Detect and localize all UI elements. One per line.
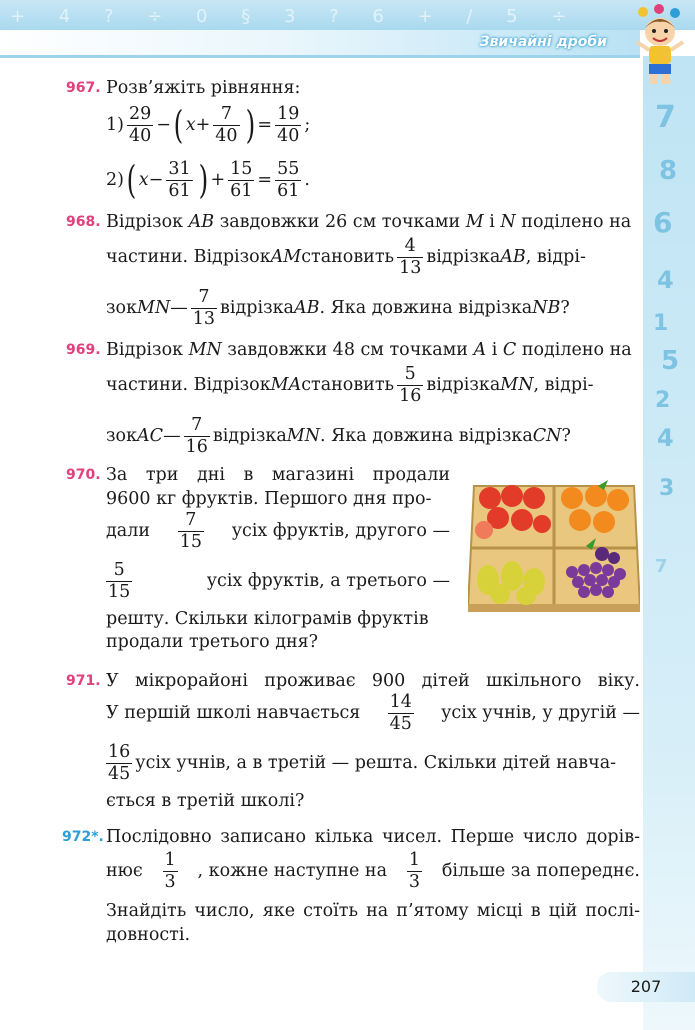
strip-glyph: 8 [659, 156, 678, 186]
problem-969-line-3: зок AC — $\frac{7}{16}$ відрізка MN . Яка довжина відрізка CN ? [106, 414, 571, 457]
problem-969-line-1: Відрізок MN завдовжки 48 см точками A і C поділено на [106, 340, 632, 360]
mascot-boy-illustration [631, 4, 689, 86]
problem-967-title: Розв’яжіть рівняння: [106, 78, 301, 98]
problem-971-line-2: У першій школі навчається $\frac{14}{45}$ усіх учнів, у другій — [106, 691, 640, 734]
problem-number-971: 971. [66, 673, 101, 689]
strip-glyph: 3 [659, 476, 675, 501]
problem-number-969: 969. [66, 342, 101, 358]
denominator: 61 [168, 180, 191, 201]
numerator: 15 [230, 158, 253, 179]
problem-969-line-2: частини. Відрізок MA становить $\frac{5}{16}$ відрізка MN , відрі- [106, 363, 594, 406]
problem-number-968: 968. [66, 214, 101, 230]
header-line [0, 55, 640, 58]
fraction [213, 104, 239, 147]
plus-sign: + [210, 170, 226, 190]
paren-open: ( [173, 103, 184, 147]
paren-close: ) [245, 103, 255, 147]
problem-968-line-2: частини. Відрізок AM становить $\frac{4}{13}$ відрізка AB , відрі- [106, 235, 586, 278]
right-decorative-strip [643, 56, 695, 1030]
fraction [166, 159, 192, 202]
equals-sign: = [257, 115, 273, 135]
minus-sign: − [148, 170, 164, 190]
fraction [275, 159, 301, 202]
fruit-crates-illustration [468, 476, 640, 614]
problem-968-line-1: Відрізок AB завдовжки 26 см точками M і N поділено на [106, 212, 632, 232]
paren-close: ) [198, 158, 208, 202]
eq-label: 2) [106, 170, 124, 190]
fraction: $\frac{4}{13}$ [399, 235, 422, 278]
eq-label: 1) [106, 115, 124, 135]
fraction: $\frac{7}{15}$ [179, 509, 202, 552]
strip-glyph: 7 [655, 556, 668, 577]
problem-970-line-6: продали третього дня? [106, 632, 319, 652]
fraction [228, 159, 254, 202]
numerator: 31 [168, 158, 191, 179]
plus-sign: + [195, 115, 211, 135]
problem-number-970: 970. [66, 467, 101, 483]
fraction: $\frac{16}{45}$ [108, 741, 131, 784]
minus-sign: − [156, 115, 171, 135]
strip-glyph: 2 [655, 388, 671, 413]
problem-number-972: 972*. [62, 829, 104, 845]
problem-972-line-3: Знайдіть число, яке стоїть на п’ятому місці в цій послі- [106, 901, 640, 921]
denominator: 61 [230, 180, 253, 201]
strip-glyph: 4 [657, 266, 674, 294]
fraction: $\frac{5}{15}$ [108, 559, 131, 602]
top-decorative-band [0, 0, 695, 30]
problem-971-line-3: $\frac{16}{45}$ усіх учнів, а в третій — решта. Скільки дітей навча- [108, 741, 617, 784]
problem-972-line-1: Послідовно записано кілька чисел. Перше число дорів- [106, 827, 640, 847]
problem-968-line-3: зок MN — $\frac{7}{13}$ відрізка AB . Яка довжина відрізка NB ? [106, 286, 570, 329]
doodle-pattern: + 4 ? ÷ 0 § 3 ? 6 + / 5 ÷ [10, 6, 581, 27]
denominator: 40 [215, 125, 238, 146]
denominator: 61 [277, 180, 300, 201]
strip-glyph: 1 [653, 311, 669, 336]
variable-x: x [138, 170, 149, 190]
equals-sign: = [257, 170, 273, 190]
fraction [275, 104, 301, 147]
problem-970-line-1: За три дні в магазині продали [106, 465, 450, 485]
fraction: $\frac{1}{3}$ [408, 849, 421, 892]
fraction: $\frac{5}{16}$ [399, 363, 422, 406]
strip-glyph: 5 [661, 346, 680, 376]
fraction: $\frac{14}{45}$ [389, 691, 412, 734]
problem-971-line-1: У мікрорайоні проживає 900 дітей шкільного віку. [106, 671, 640, 691]
semicolon: ; [304, 115, 311, 135]
fraction [127, 104, 153, 147]
problem-972-line-2: нює $\frac{1}{3}$ , кожне наступне на $\frac{1}{3}$ більше за попереднє. [106, 849, 640, 892]
problem-971-line-4: ється в третій школі? [106, 791, 305, 811]
numerator: 55 [277, 158, 300, 179]
problem-970-line-2: 9600 кг фруктів. Першого дня про- [106, 489, 432, 509]
denominator: 40 [128, 125, 152, 146]
section-title: Звичайні дроби [479, 34, 607, 50]
problem-number-967: 967. [66, 80, 101, 96]
problem-970-line-4: $\frac{5}{15}$ усіх фруктів, а третього — [108, 559, 450, 602]
page-number: 207 [597, 972, 695, 1002]
fraction: $\frac{7}{16}$ [185, 414, 208, 457]
numerator: 19 [277, 103, 300, 124]
problem-972-line-4: довності. [106, 925, 191, 945]
strip-glyph: 7 [655, 100, 676, 135]
fraction: $\frac{1}{3}$ [164, 849, 176, 892]
strip-glyph: 6 [653, 206, 673, 239]
strip-glyph: 4 [657, 424, 674, 452]
denominator: 40 [277, 125, 300, 146]
numerator: 7 [213, 104, 239, 126]
period: . [304, 170, 310, 190]
equation-967-1 [106, 100, 310, 150]
problem-970-line-5: решту. Скільки кілограмів фруктів [106, 609, 429, 629]
variable-x: x [185, 115, 196, 135]
equation-967-2 [106, 155, 310, 205]
paren-open: ( [126, 158, 137, 202]
numerator: 29 [128, 103, 152, 124]
problem-970-line-3: дали $\frac{7}{15}$ усіх фруктів, другого — [106, 509, 450, 552]
fraction: $\frac{7}{13}$ [192, 286, 216, 329]
